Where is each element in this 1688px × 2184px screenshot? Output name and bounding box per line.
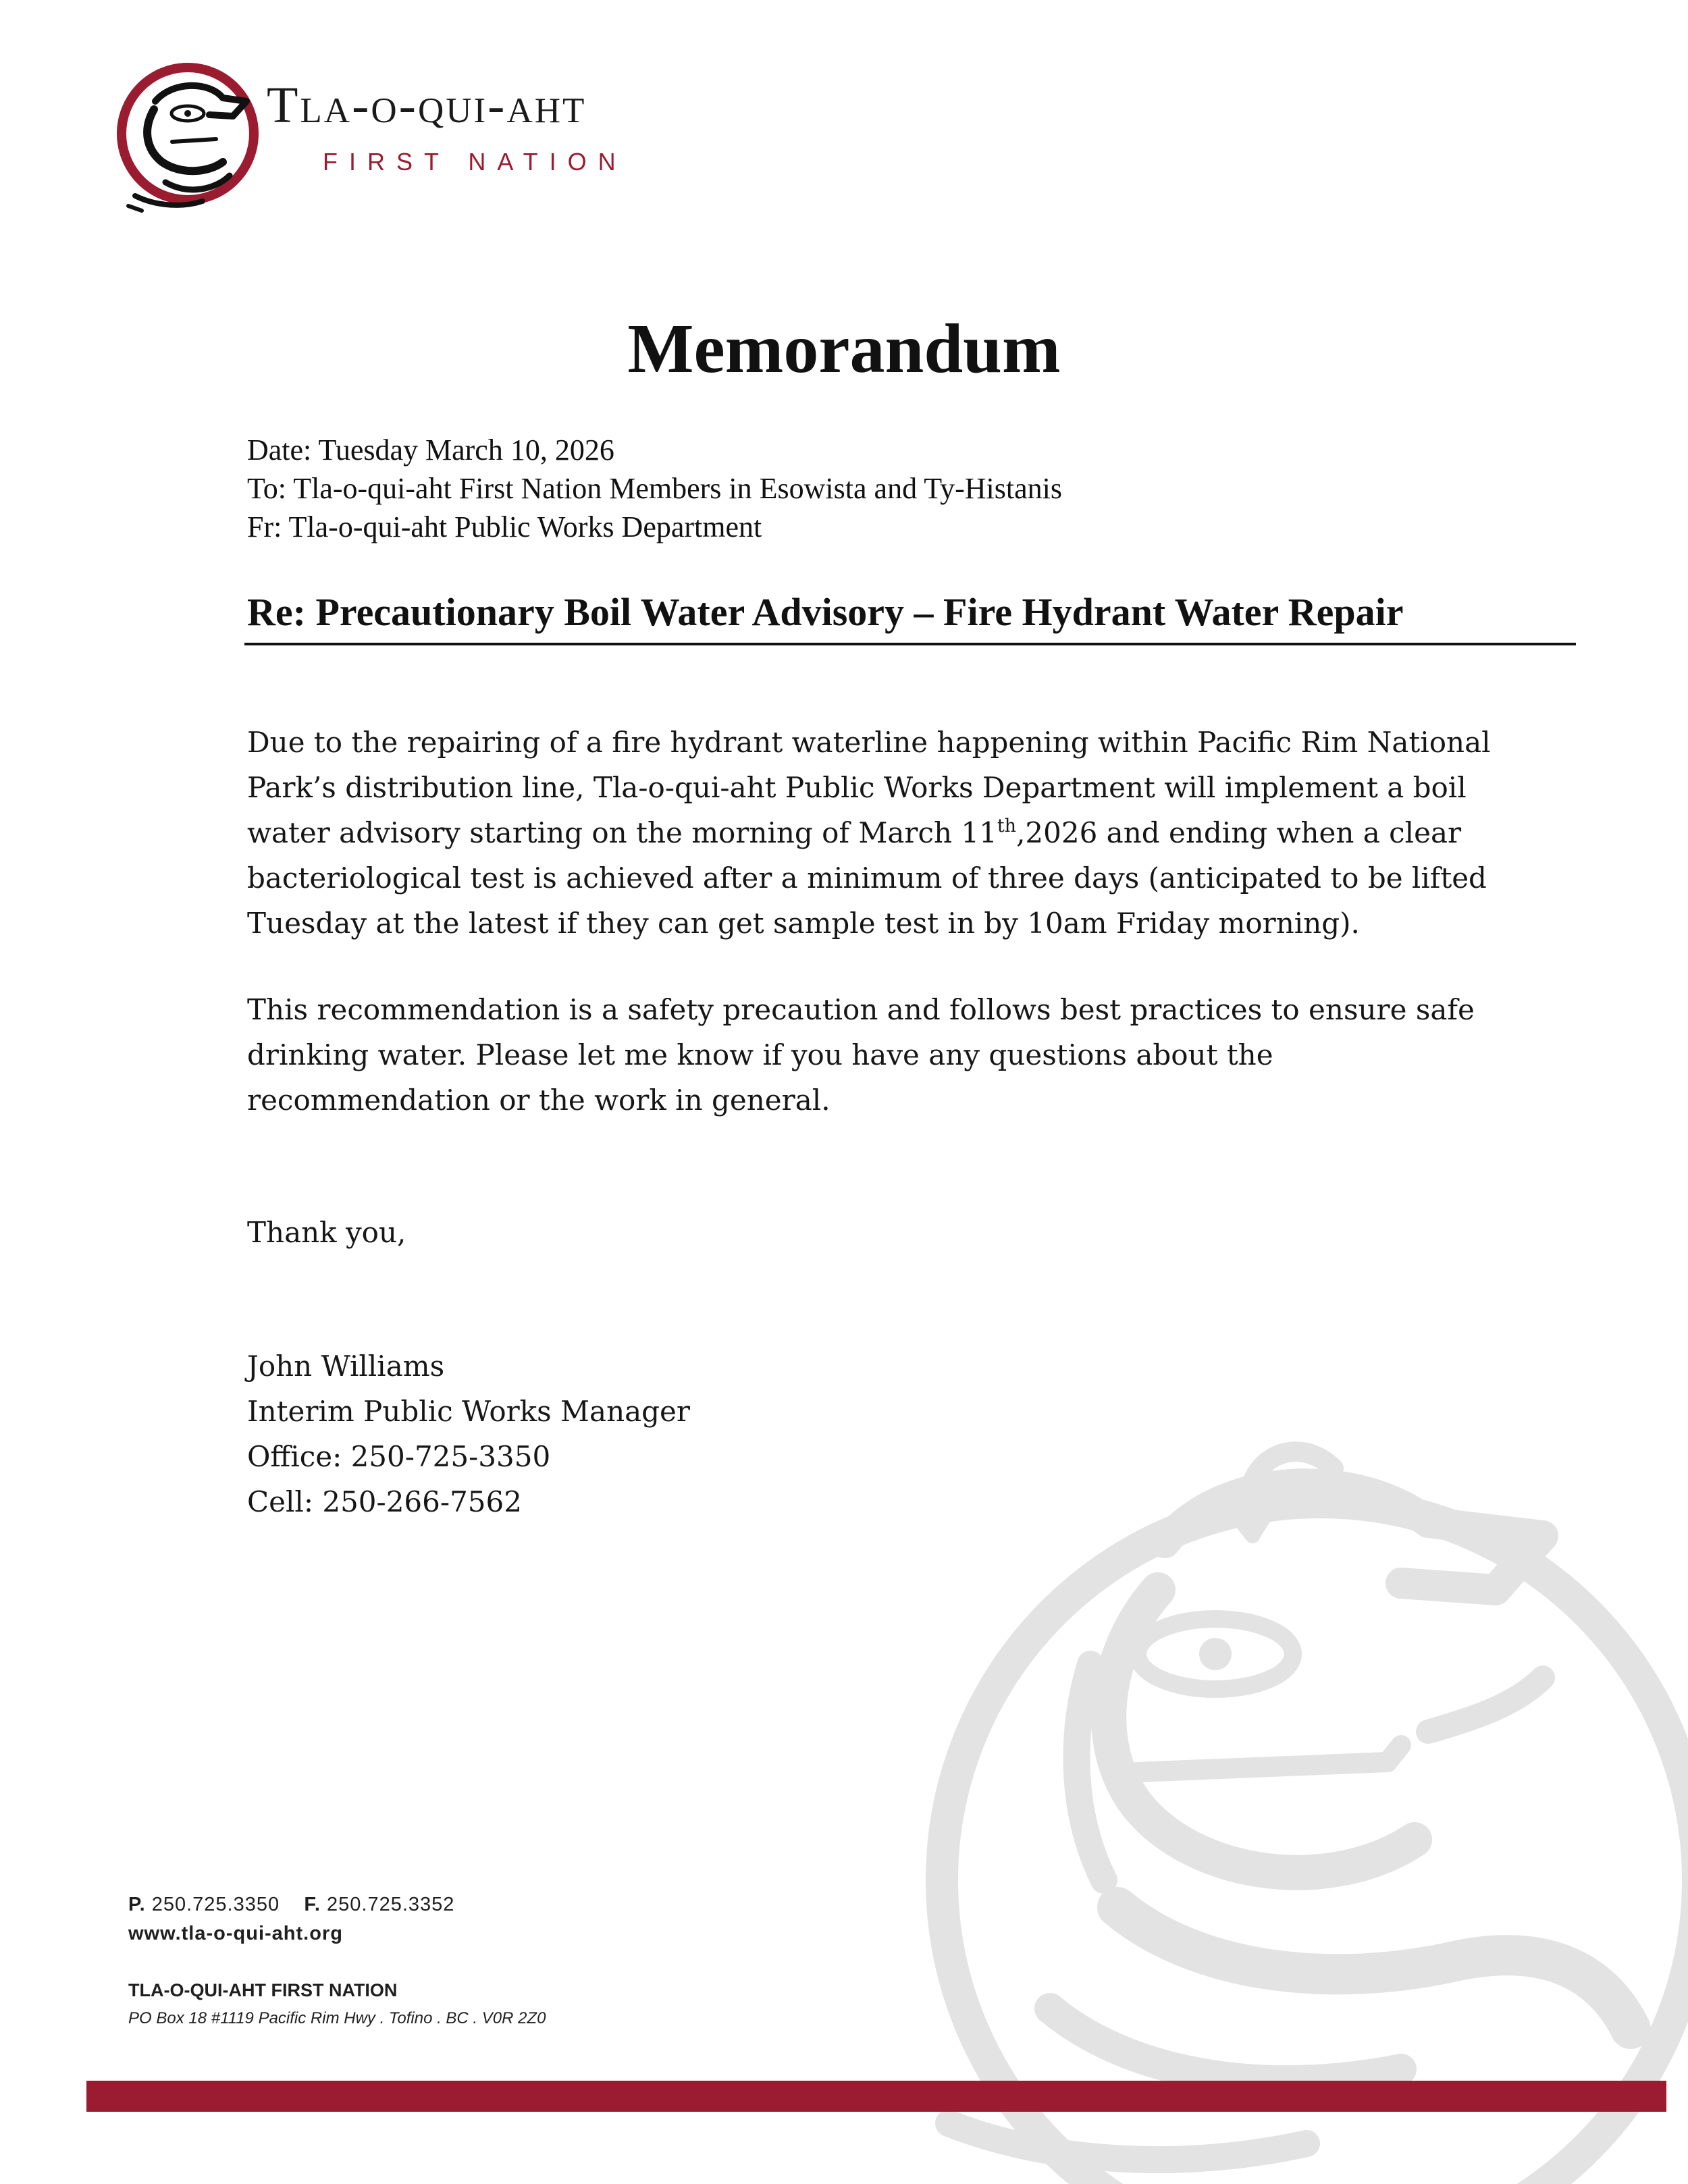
fax-label: F. xyxy=(304,1894,321,1915)
footer-org-name: TLA-O-QUI-AHT FIRST NATION xyxy=(128,1980,398,2000)
footer-contact-numbers xyxy=(128,1895,454,1915)
signer-name: John Williams xyxy=(247,1350,445,1383)
body-paragraph-1 xyxy=(247,720,1503,946)
footer-website-link[interactable]: www.tla-o-qui-aht.org xyxy=(128,1923,343,1944)
org-name: Tla-o-qui-aht xyxy=(267,77,587,134)
org-subtitle: FIRST NATION xyxy=(323,148,627,176)
signer-office-phone: Office: 250-725-3350 xyxy=(247,1440,551,1473)
fax-number: 250.725.3352 xyxy=(327,1894,455,1915)
memo-sender: Fr: Tla-o-qui-aht Public Works Department xyxy=(247,510,762,543)
memo-recipient: To: Tla-o-qui-aht First Nation Members in Esowista and Ty-Histanis xyxy=(247,472,1062,505)
para1-text-start: Due to the repairing of a fire hydrant waterline happening within Pacific Rim National Park’s distribution line, Tla-o-qui-aht Public Works Department will implement a boil water advisory starting on the morning of March 11 xyxy=(247,726,1491,849)
memo-subject: Re: Precautionary Boil Water Advisory – Fire Hydrant Water Repair xyxy=(247,590,1404,634)
footer-address: PO Box 18 #1119 Pacific Rim Hwy . Tofino . BC . V0R 2Z0 xyxy=(128,2009,546,2027)
signer-title: Interim Public Works Manager xyxy=(247,1395,690,1428)
subject-divider xyxy=(244,643,1576,645)
closing-line: Thank you, xyxy=(247,1216,406,1249)
body-paragraph-2: This recommendation is a safety precaution and follows best practices to ensure safe drinking water. Please let me know if you have any questions about the recommendation or the work in general. xyxy=(247,993,1475,1117)
phone-number: 250.725.3350 xyxy=(151,1894,280,1915)
para1-text-end: ,2026 and ending when a clear bacteriological test is achieved after a minimum of three days (anticipated to be lifted Tuesday at the latest if they can get sample test in by 10am Friday morning). xyxy=(247,816,1487,940)
phone-label: P. xyxy=(128,1894,146,1915)
memo-date: Date: Tuesday March 10, 2026 xyxy=(247,433,614,467)
footer-accent-bar xyxy=(86,2081,1666,2112)
page-title: Memorandum xyxy=(627,310,1061,388)
serpent-crest-logo-icon xyxy=(108,61,263,216)
para1-ordinal-suffix: th xyxy=(997,816,1017,836)
signer-cell-phone: Cell: 250-266-7562 xyxy=(247,1485,522,1518)
signature-block xyxy=(247,1343,1503,1524)
